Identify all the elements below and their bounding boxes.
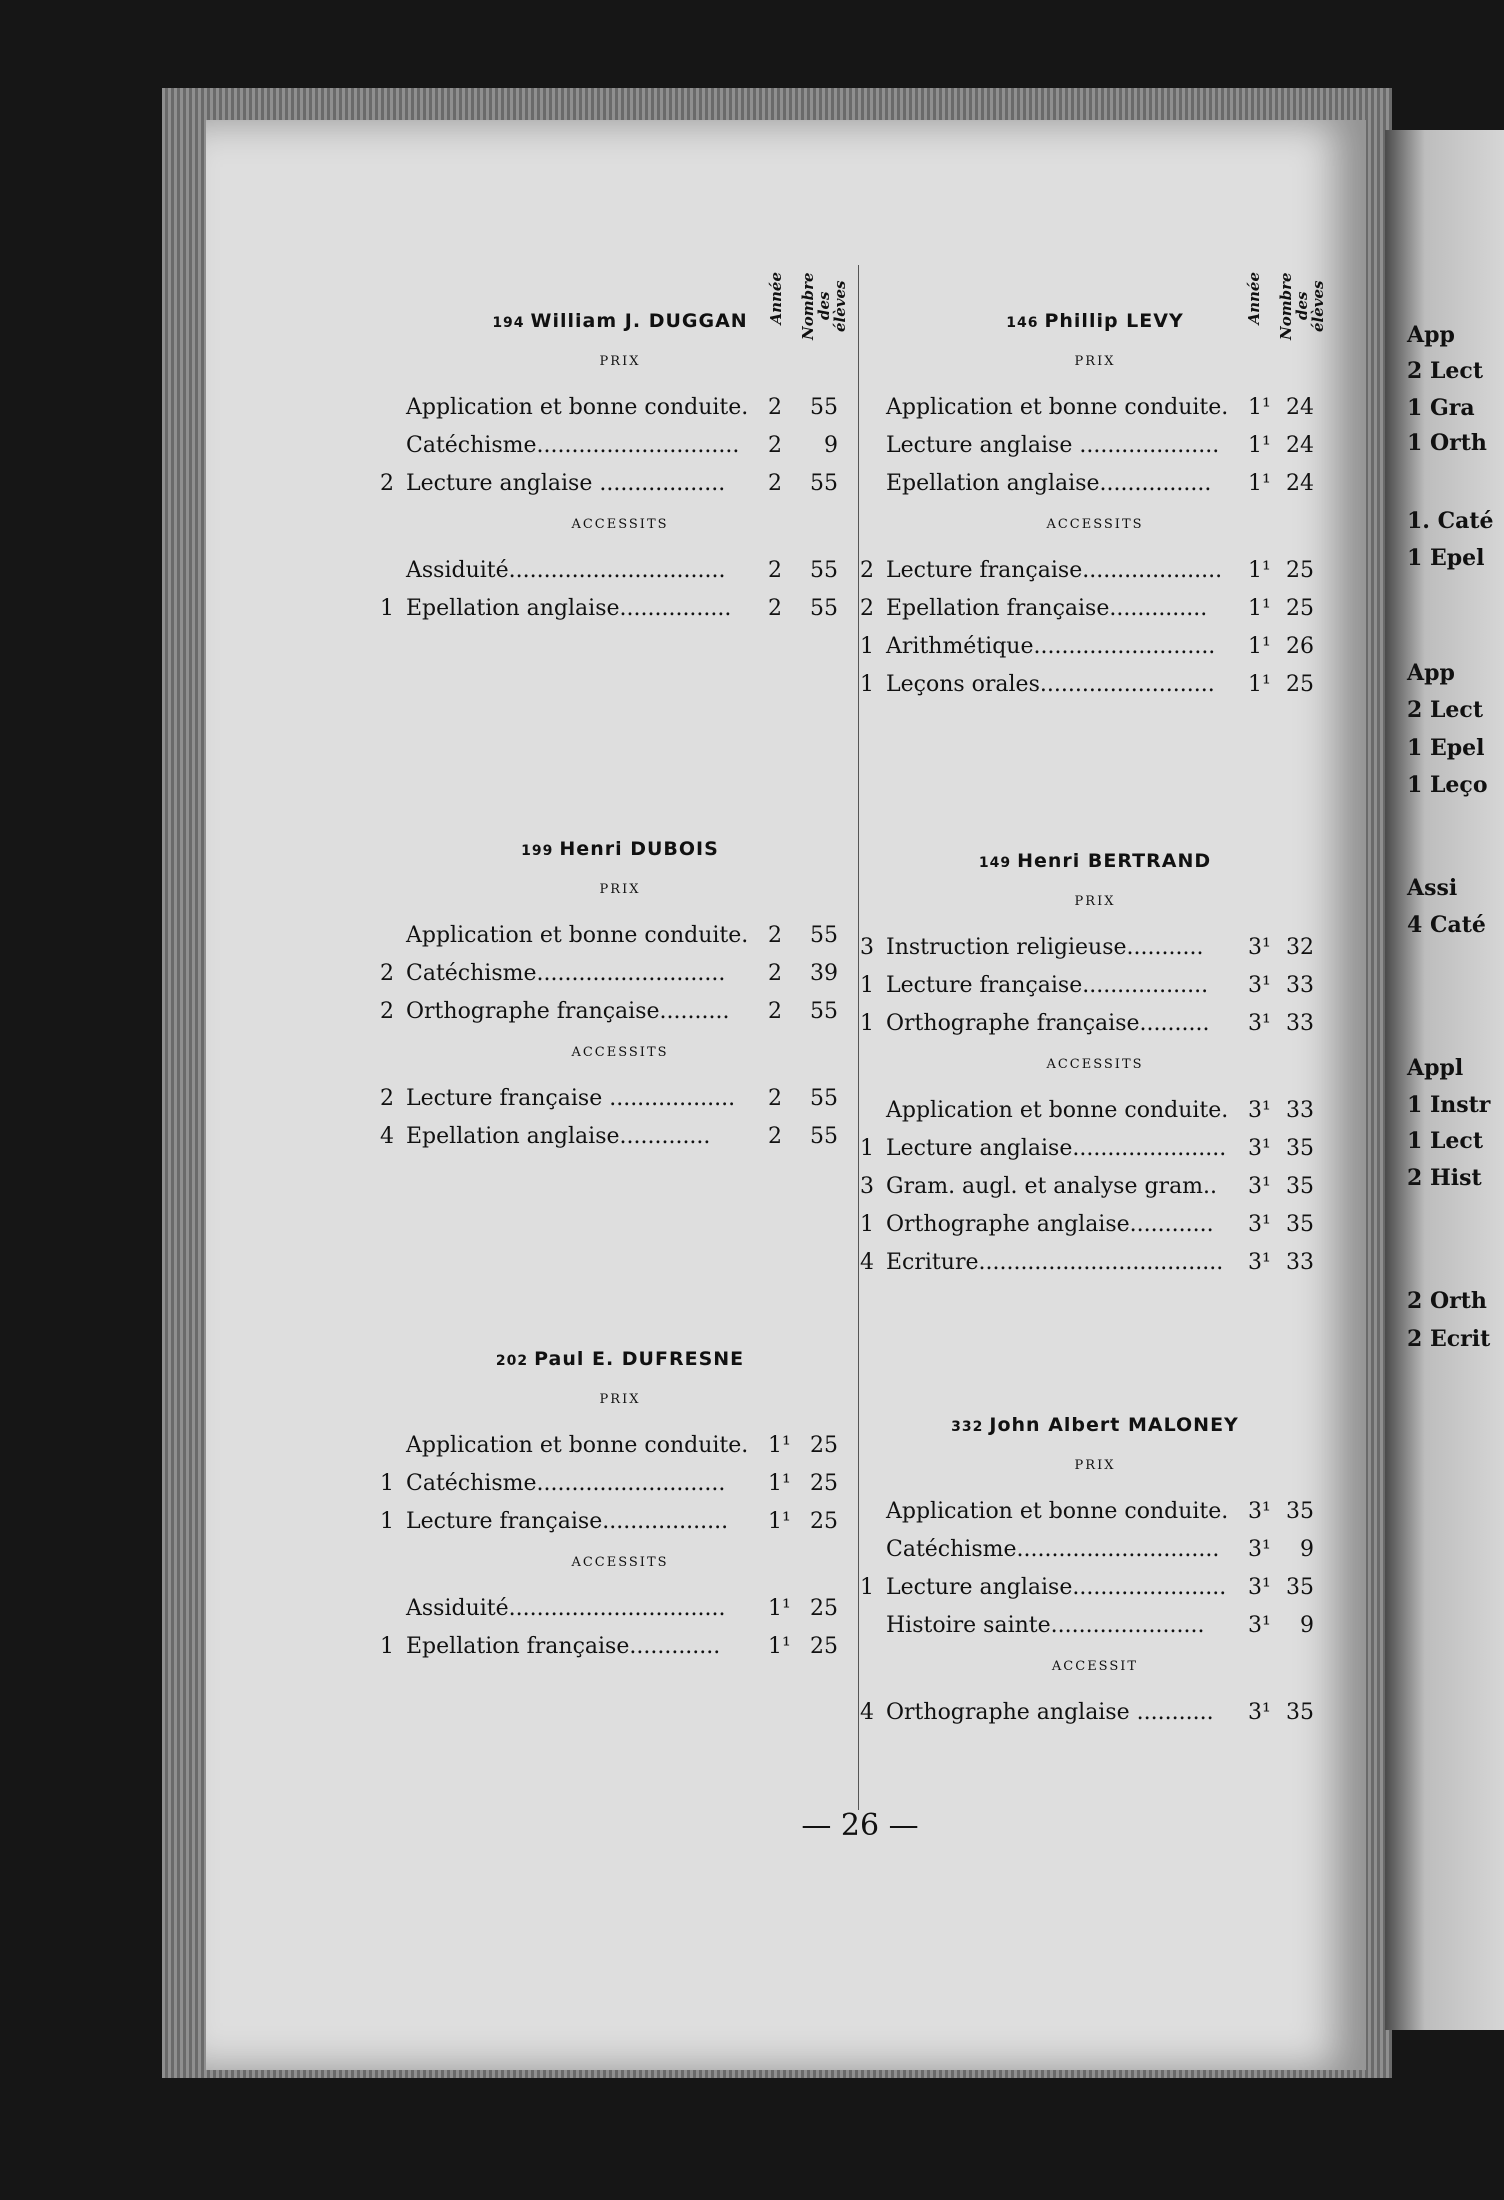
year-value: 3¹ [1248, 1136, 1271, 1161]
subject: Ecriture................................... [886, 1250, 1224, 1275]
student-heading [380, 798, 860, 868]
prix-row [380, 427, 860, 465]
year-value: 2 [768, 395, 782, 420]
next-page-fragment: Assi [1407, 875, 1458, 901]
subject: Lecture française.................. [406, 1509, 729, 1534]
prix-row [860, 427, 1330, 465]
student-name-text: Paul E. DUFRESNE [534, 1348, 745, 1370]
rank: 3 [860, 1174, 874, 1199]
year-value: 3¹ [1248, 1250, 1271, 1275]
accessits-row [860, 628, 1330, 666]
rank: 1 [380, 1471, 394, 1496]
student-block [380, 270, 860, 628]
accessits-row [860, 1206, 1330, 1244]
year-value: 2 [768, 1086, 782, 1111]
student-block [380, 1308, 860, 1666]
pupil-count: 25 [810, 1509, 838, 1534]
accessits-label: ACCESSIT [1051, 1659, 1139, 1674]
count-column-header: Nombre des élèves [1277, 272, 1327, 340]
subject: Application et bonne conduite. [406, 923, 749, 948]
prix-row [860, 929, 1330, 967]
year-value: 3¹ [1248, 973, 1271, 998]
year-value: 1¹ [1248, 558, 1271, 583]
next-page-fragment: 1 Leço [1407, 772, 1488, 798]
rank: 2 [380, 1086, 394, 1111]
prix-row [380, 993, 860, 1031]
prix-label: PRIX [1074, 354, 1116, 369]
subject: Catéchisme............................. [886, 1537, 1220, 1562]
subject: Lecture anglaise .................... [886, 433, 1220, 458]
subject: Lecture française.................. [886, 973, 1209, 998]
rank: 1 [380, 596, 394, 621]
year-value: 3¹ [1248, 1174, 1271, 1199]
rank: 1 [860, 1575, 874, 1600]
student-name [380, 1348, 860, 1370]
next-page-fragment: 2 Lect [1407, 697, 1483, 723]
pupil-count: 9 [824, 433, 838, 458]
accessits-row [380, 1118, 860, 1156]
subject: Orthographe anglaise ........... [886, 1700, 1214, 1725]
year-value: 1¹ [1248, 395, 1271, 420]
year-value: 2 [768, 471, 782, 496]
pupil-count: 35 [1286, 1575, 1314, 1600]
year-value: 1¹ [1248, 596, 1271, 621]
rank: 4 [380, 1124, 394, 1149]
prix-row [380, 917, 860, 955]
next-page-fragment: 2 Hist [1407, 1165, 1482, 1191]
rank: 2 [860, 558, 874, 583]
prix-row [380, 955, 860, 993]
next-page-fragment: 2 Lect [1407, 358, 1483, 384]
pupil-count: 39 [810, 961, 838, 986]
pupil-count: 26 [1286, 634, 1314, 659]
pupil-count: 55 [810, 596, 838, 621]
pupil-count: 55 [810, 1086, 838, 1111]
year-value: 2 [768, 596, 782, 621]
student-number: 146 [1006, 315, 1039, 331]
accessits-row [380, 552, 860, 590]
rank: 2 [380, 999, 394, 1024]
pupil-count: 35 [1286, 1174, 1314, 1199]
prix-row [860, 389, 1330, 427]
next-page-fragment: 1 Epel [1407, 735, 1485, 761]
year-value: 3¹ [1248, 1537, 1271, 1562]
student-name [380, 838, 860, 860]
pupil-count: 55 [810, 471, 838, 496]
subject: Orthographe anglaise............ [886, 1212, 1214, 1237]
subject: Epellation française.............. [886, 596, 1208, 621]
pupil-count: 9 [1300, 1613, 1314, 1638]
rank: 2 [380, 471, 394, 496]
student-name-text: Henri BERTRAND [1017, 850, 1212, 872]
accessits-row [860, 666, 1330, 704]
year-value: 3¹ [1248, 1212, 1271, 1237]
year-value: 2 [768, 433, 782, 458]
year-value: 3¹ [1248, 1011, 1271, 1036]
accessits-row [380, 590, 860, 628]
subject: Epellation anglaise............. [406, 1124, 711, 1149]
pupil-count: 25 [1286, 558, 1314, 583]
prix-label: PRIX [599, 882, 641, 897]
rank: 1 [380, 1509, 394, 1534]
accessits-row [860, 590, 1330, 628]
subject: Application et bonne conduite. [886, 1098, 1229, 1123]
prix-row [380, 1465, 860, 1503]
year-value: 3¹ [1248, 1613, 1271, 1638]
accessits-label: ACCESSITS [1046, 1057, 1144, 1072]
rank: 2 [860, 596, 874, 621]
year-column-header: Année [767, 272, 785, 325]
pupil-count: 25 [1286, 596, 1314, 621]
rank: 4 [860, 1700, 874, 1725]
year-value: 1¹ [1248, 634, 1271, 659]
subject: Epellation française............. [406, 1634, 721, 1659]
pupil-count: 25 [810, 1596, 838, 1621]
subject: Instruction religieuse........... [886, 935, 1204, 960]
pupil-count: 9 [1300, 1537, 1314, 1562]
student-name [380, 310, 860, 332]
prix-row [380, 1427, 860, 1465]
rank: 3 [860, 935, 874, 960]
prix-row [860, 967, 1330, 1005]
rank: 1 [860, 1212, 874, 1237]
subject: Application et bonne conduite. [406, 395, 749, 420]
pupil-count: 25 [810, 1634, 838, 1659]
year-value: 1¹ [1248, 471, 1271, 496]
page-number: — 26 — [801, 1808, 919, 1843]
accessits-row [380, 1080, 860, 1118]
student-number: 194 [492, 315, 525, 331]
next-page-fragment: App [1407, 322, 1455, 348]
pupil-count: 33 [1286, 1250, 1314, 1275]
pupil-count: 24 [1286, 395, 1314, 420]
count-column-header: Nombre des élèves [799, 272, 849, 340]
year-value: 3¹ [1248, 1575, 1271, 1600]
student-number: 202 [495, 1353, 529, 1369]
pupil-count: 55 [810, 558, 838, 583]
student-name-text: William J. DUGGAN [530, 310, 748, 332]
subject: Gram. augl. et analyse gram.. [886, 1174, 1218, 1199]
accessits-row [860, 1168, 1330, 1206]
next-page-fragment: Appl [1407, 1055, 1464, 1081]
student-heading [380, 270, 860, 340]
accessits-row [860, 1130, 1330, 1168]
next-page-fragment: 1 Epel [1407, 545, 1485, 571]
subject: Orthographe française.......... [886, 1011, 1210, 1036]
subject: Lecture anglaise...................... [886, 1575, 1227, 1600]
subject: Epellation anglaise................ [406, 596, 732, 621]
subject: Catéchisme........................... [406, 1471, 726, 1496]
student-name-text: Henri DUBOIS [559, 838, 719, 860]
subject: Lecture française .................. [406, 1086, 736, 1111]
year-value: 1¹ [1248, 433, 1271, 458]
next-page-fragment: 1. Caté [1407, 508, 1494, 534]
prix-row [860, 1569, 1330, 1607]
student-number: 332 [951, 1419, 984, 1435]
pupil-count: 35 [1286, 1499, 1314, 1524]
accessits-label: ACCESSITS [1046, 517, 1144, 532]
student-name [860, 1414, 1330, 1436]
accessits-row [860, 552, 1330, 590]
pupil-count: 25 [810, 1433, 838, 1458]
year-value: 3¹ [1248, 1499, 1271, 1524]
pupil-count: 35 [1286, 1700, 1314, 1725]
student-heading [860, 270, 1330, 340]
prix-row [380, 465, 860, 503]
next-page-fragment: App [1407, 660, 1455, 686]
student-block [860, 1374, 1330, 1732]
pupil-count: 25 [1286, 672, 1314, 697]
rank: 1 [380, 1634, 394, 1659]
accessits-label: ACCESSITS [571, 1045, 669, 1060]
year-value: 1¹ [768, 1596, 791, 1621]
student-heading [860, 810, 1330, 880]
prix-row [860, 1493, 1330, 1531]
pupil-count: 32 [1286, 935, 1314, 960]
prix-row [380, 389, 860, 427]
subject: Lecture française.................... [886, 558, 1223, 583]
subject: Assiduité............................... [406, 558, 726, 583]
subject: Catéchisme........................... [406, 961, 726, 986]
rank: 1 [860, 634, 874, 659]
pupil-count: 35 [1286, 1136, 1314, 1161]
year-value: 3¹ [1248, 935, 1271, 960]
pupil-count: 55 [810, 999, 838, 1024]
subject: Application et bonne conduite. [886, 1499, 1229, 1524]
student-block [860, 810, 1330, 1282]
next-page-fragment: 2 Orth [1407, 1288, 1487, 1314]
subject: Orthographe française.......... [406, 999, 730, 1024]
subject: Histoire sainte...................... [886, 1613, 1205, 1638]
subject: Assiduité............................... [406, 1596, 726, 1621]
subject: Application et bonne conduite. [406, 1433, 749, 1458]
subject: Lecture anglaise .................. [406, 471, 726, 496]
student-block [380, 798, 860, 1156]
next-page-fragment: 2 Ecrit [1407, 1326, 1491, 1352]
prix-label: PRIX [599, 354, 641, 369]
rank: 1 [860, 1136, 874, 1161]
subject: Catéchisme............................. [406, 433, 740, 458]
year-value: 1¹ [768, 1471, 791, 1496]
prix-row [860, 465, 1330, 503]
prix-row [860, 1005, 1330, 1043]
rank: 4 [860, 1250, 874, 1275]
student-block [860, 270, 1330, 704]
pupil-count: 35 [1286, 1212, 1314, 1237]
pupil-count: 55 [810, 395, 838, 420]
subject: Leçons orales......................... [886, 672, 1215, 697]
prix-label: PRIX [1074, 894, 1116, 909]
year-value: 1¹ [768, 1433, 791, 1458]
prix-row [860, 1531, 1330, 1569]
subject: Application et bonne conduite. [886, 395, 1229, 420]
accessits-row [380, 1590, 860, 1628]
student-name [860, 850, 1330, 872]
student-name-text: John Albert MALONEY [989, 1414, 1239, 1436]
student-number: 149 [978, 855, 1012, 871]
accessits-label: ACCESSITS [571, 1555, 669, 1570]
next-page-edge [1385, 130, 1504, 2030]
student-name-text: Phillip LEVY [1044, 310, 1184, 332]
year-value: 2 [768, 999, 782, 1024]
next-page-fragment: 1 Orth [1407, 430, 1487, 456]
pupil-count: 25 [810, 1471, 838, 1496]
accessits-row [860, 1244, 1330, 1282]
rank: 1 [860, 672, 874, 697]
rank: 1 [860, 973, 874, 998]
prix-label: PRIX [599, 1392, 641, 1407]
year-value: 2 [768, 1124, 782, 1149]
year-value: 1¹ [768, 1634, 791, 1659]
prix-row [380, 1503, 860, 1541]
accessits-row [860, 1092, 1330, 1130]
next-page-fragment: 1 Instr [1407, 1092, 1491, 1118]
pupil-count: 33 [1286, 1011, 1314, 1036]
pupil-count: 33 [1286, 973, 1314, 998]
student-heading [380, 1308, 860, 1378]
pupil-count: 33 [1286, 1098, 1314, 1123]
pupil-count: 24 [1286, 471, 1314, 496]
accessits-row [380, 1628, 860, 1666]
year-value: 2 [768, 923, 782, 948]
year-value: 1¹ [768, 1509, 791, 1534]
year-value: 3¹ [1248, 1098, 1271, 1123]
student-number: 199 [521, 843, 554, 859]
next-page-fragment: 1 Lect [1407, 1128, 1483, 1154]
subject: Arithmétique.......................... [886, 634, 1216, 659]
year-value: 1¹ [1248, 672, 1271, 697]
year-column-header: Année [1245, 272, 1263, 325]
accessits-label: ACCESSITS [571, 517, 669, 532]
subject: Lecture anglaise...................... [886, 1136, 1227, 1161]
year-value: 3¹ [1248, 1700, 1271, 1725]
year-value: 2 [768, 961, 782, 986]
student-heading [860, 1374, 1330, 1444]
accessits-row [860, 1694, 1330, 1732]
year-value: 2 [768, 558, 782, 583]
rank: 2 [380, 961, 394, 986]
next-page-fragment: 1 Gra [1407, 395, 1475, 421]
next-page-fragment: 4 Caté [1407, 912, 1486, 938]
subject: Epellation anglaise................ [886, 471, 1212, 496]
pupil-count: 55 [810, 923, 838, 948]
pupil-count: 24 [1286, 433, 1314, 458]
rank: 1 [860, 1011, 874, 1036]
prix-row [860, 1607, 1330, 1645]
prix-label: PRIX [1074, 1458, 1116, 1473]
pupil-count: 55 [810, 1124, 838, 1149]
